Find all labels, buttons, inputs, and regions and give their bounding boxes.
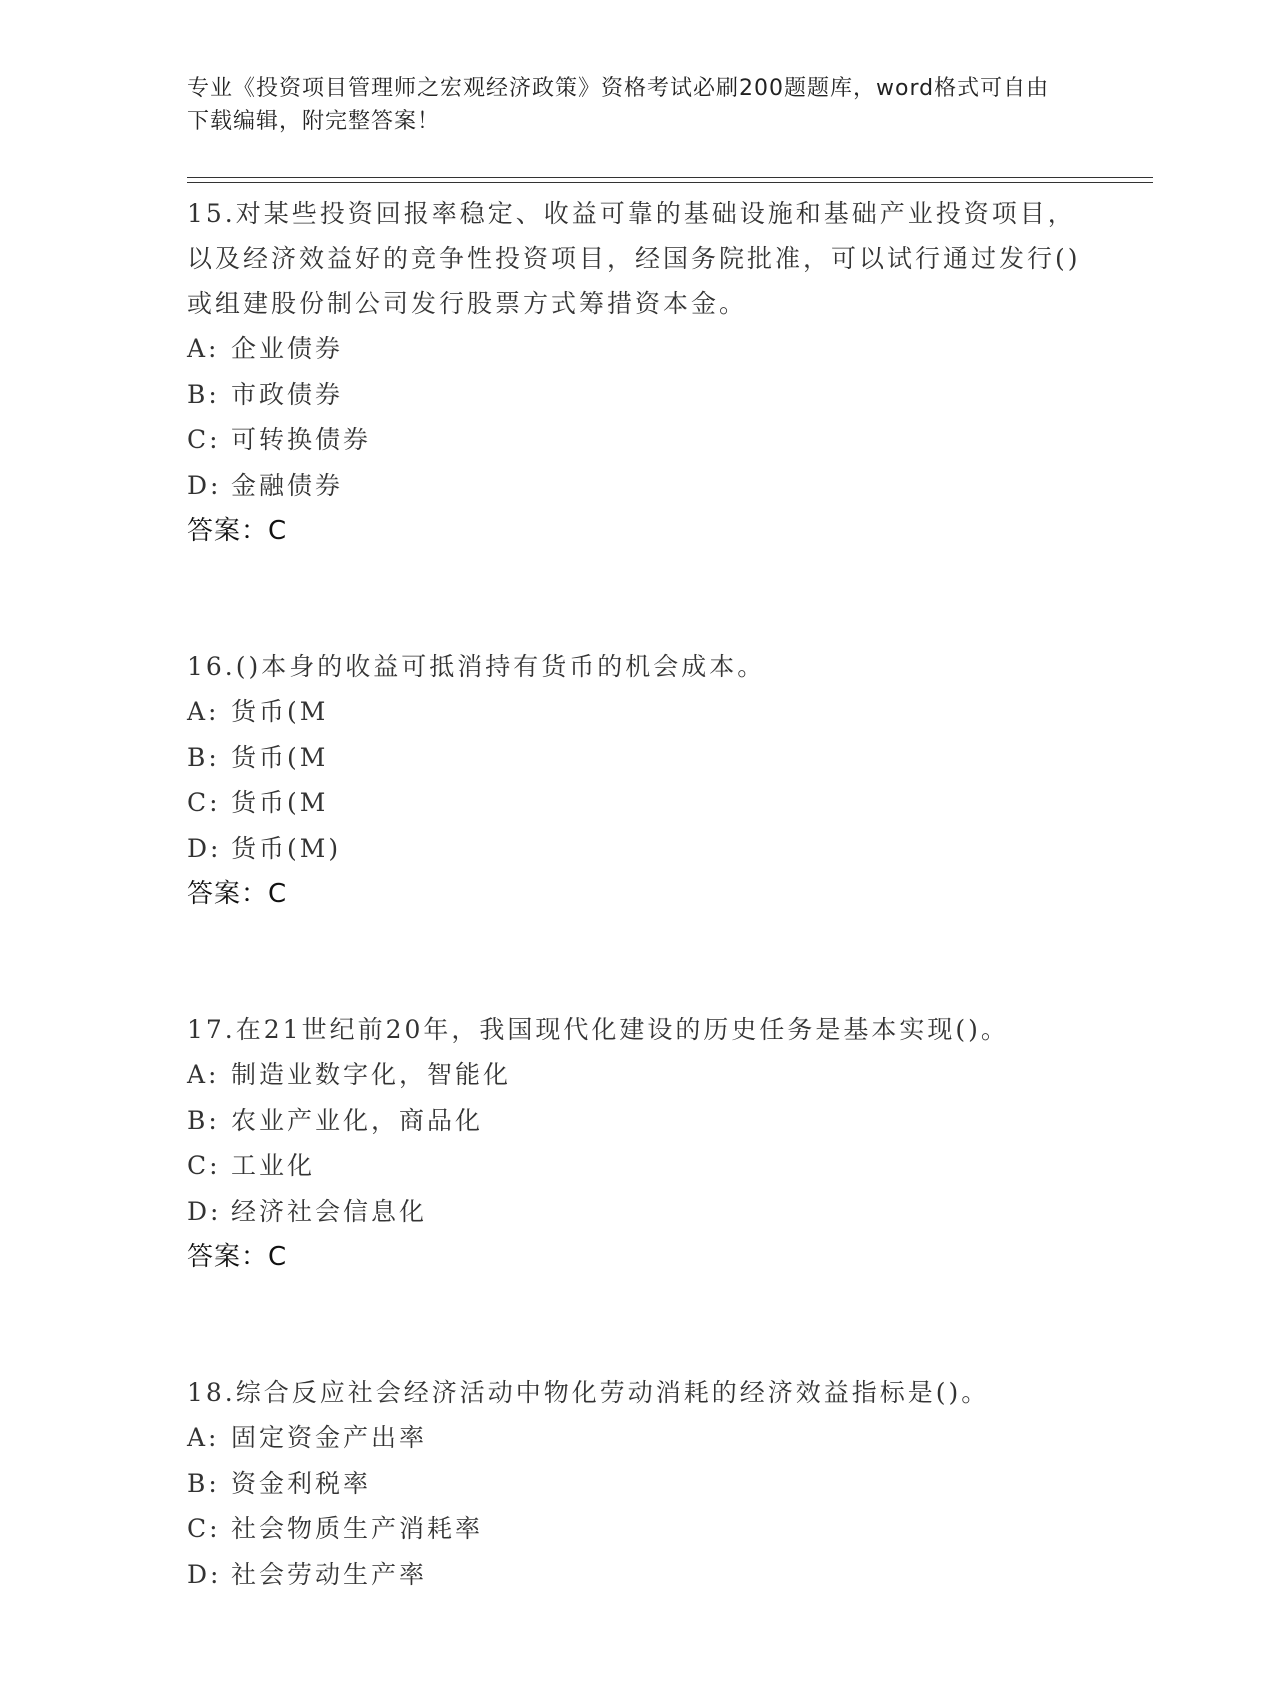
option-c [187,780,1087,826]
option-b [187,372,1087,418]
question-text: 17.在21世纪前20年，我国现代化建设的历史任务是基本实现()。 [187,1015,1009,1044]
option-d [187,826,1087,872]
option-label: B: [187,1468,220,1498]
option-label: D: [187,833,222,863]
answer: 答案：C [187,516,288,546]
option-text: 金融债券 [231,470,344,500]
option-text: 可转换债券 [231,425,372,454]
option-text: 货币(M [231,697,329,726]
option-label: D: [187,470,222,500]
option-label: B: [187,379,220,409]
answer: 答案：C [187,1242,288,1272]
option-label: B: [187,742,220,772]
option-b [187,1098,1087,1144]
option-text: 社会劳动生产率 [231,1559,428,1589]
option-text: 货币(M) [231,833,342,863]
option-text: 制造业数字化，智能化 [231,1060,512,1089]
option-text: 经济社会信息化 [231,1196,428,1226]
option-label: A: [187,334,220,363]
document-header [187,72,1067,138]
option-label: A: [187,697,220,726]
option-d [187,1189,1087,1235]
option-label: C: [187,788,221,817]
option-label: A: [187,1060,220,1089]
answer: 答案：C [187,879,288,909]
question-text: 15.对某些投资回报率稳定、收益可靠的基础设施和基础产业投资项目，以及经济效益好的竞争性投资项目，经国务院批准，可以试行通过发行()或组建股份制公司发行股票方式筹措资本金。 [187,199,1081,318]
option-c [187,1143,1087,1189]
option-label: C: [187,1514,221,1543]
option-label: D: [187,1196,222,1226]
option-text: 货币(M [231,788,329,817]
option-label: D: [187,1559,222,1589]
question-text: 16.()本身的收益可抵消持有货币的机会成本。 [187,652,766,681]
option-text: 企业债券 [231,334,344,363]
option-text: 农业产业化，商品化 [231,1105,484,1135]
option-text: 资金利税率 [231,1468,372,1498]
option-a [187,689,1087,735]
option-d [187,463,1087,509]
header-title: 专业《投资项目管理师之宏观经济政策》资格考试必刷200题题库，word格式可自由下载编辑，附完整答案！ [187,76,1050,134]
option-a [187,1415,1087,1461]
question-17 [187,1007,1087,1280]
option-text: 固定资金产出率 [231,1423,428,1452]
option-label: C: [187,425,221,454]
option-label: C: [187,1151,221,1180]
option-b [187,1461,1087,1507]
option-b [187,735,1087,781]
option-text: 市政债券 [231,379,344,409]
option-text: 货币(M [231,742,329,772]
question-text: 18.综合反应社会经济活动中物化劳动消耗的经济效益指标是()。 [187,1378,990,1407]
question-list [187,191,1087,1687]
option-c [187,1506,1087,1552]
question-18 [187,1370,1087,1597]
option-d [187,1552,1087,1598]
option-text: 社会物质生产消耗率 [231,1514,484,1543]
question-16 [187,644,1087,917]
header-divider-top [187,177,1153,178]
option-label: B: [187,1105,220,1135]
option-label: A: [187,1423,220,1452]
option-a [187,1052,1087,1098]
question-15 [187,191,1087,554]
option-a [187,326,1087,372]
header-divider-bottom [187,182,1153,183]
option-c [187,417,1087,463]
option-text: 工业化 [231,1151,316,1180]
